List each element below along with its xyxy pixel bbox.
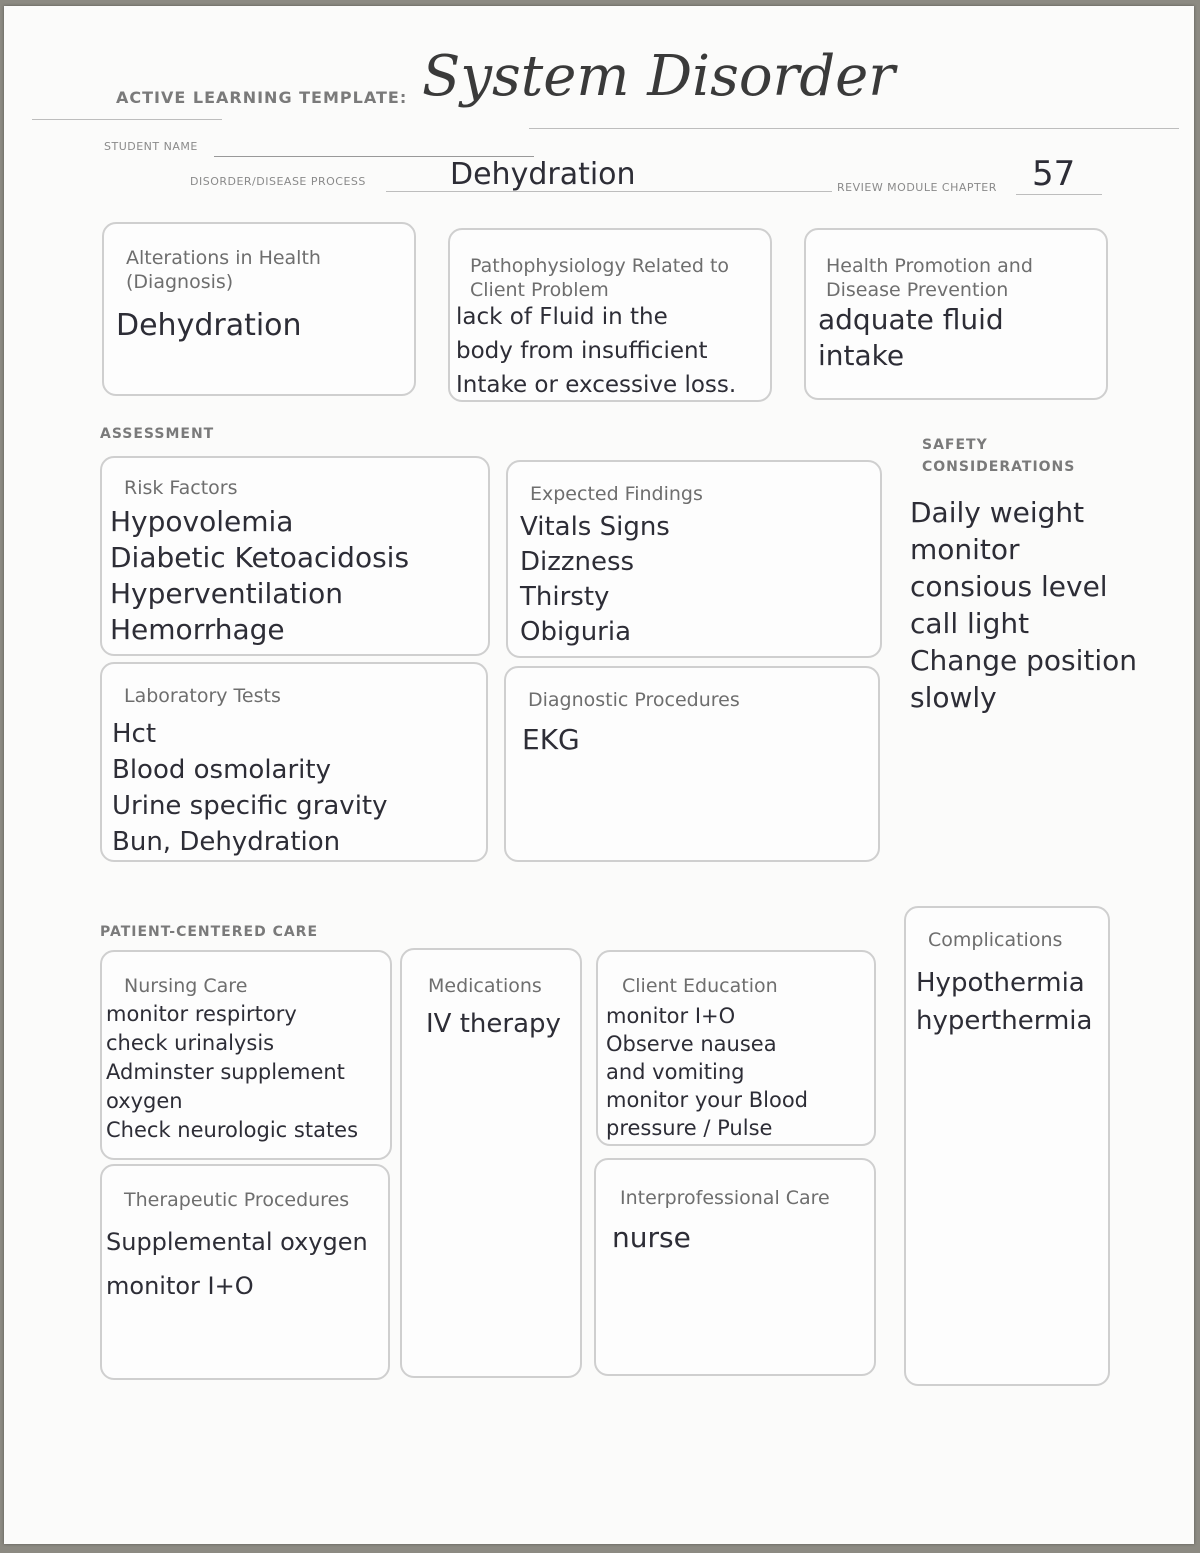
expected-findings-content [520,510,670,650]
handwritten-line: Change position [910,644,1138,677]
handwritten-line: Hemorrhage [110,613,285,646]
handwritten-line: IV therapy [426,1009,561,1039]
safety-label-line: SAFETY [922,437,988,453]
safety-label [922,434,1075,478]
handwritten-line: pressure / Pulse [606,1116,773,1140]
handwritten-line: Hypovolemia [110,505,294,538]
complications-content [916,964,1092,1040]
disorder-value: Dehydration [450,157,636,192]
safety-content [910,494,1137,716]
handwritten-line: monitor your Blood [606,1088,809,1112]
nursing-care-title: Nursing Care [124,975,248,997]
laboratory-tests-title: Laboratory Tests [124,685,281,707]
handwritten-line: body from insufficient [456,338,708,364]
handwritten-line: Hyperventilation [110,577,344,610]
review-chapter-label: REVIEW MODULE CHAPTER [837,181,997,194]
handwritten-line: call light [910,607,1030,640]
nursing-care-box [100,950,392,1160]
client-education-content [606,1002,808,1142]
handwritten-line: Bun, Dehydration [112,827,341,857]
handwritten-line: Thirsty [520,582,610,612]
disorder-label: DISORDER/DISEASE PROCESS [190,175,366,188]
alterations-title: Alterations in Health (Diagnosis) [126,247,321,293]
handwritten-line: Supplemental oxygen [106,1228,368,1256]
worksheet-page [4,6,1194,1544]
complications-box [904,906,1110,1386]
handwritten-line: Dizzness [520,547,635,577]
handwritten-line: check urinalysis [106,1031,275,1055]
alterations-box [102,222,416,396]
assessment-label: ASSESSMENT [100,426,215,442]
nursing-care-content [106,1000,358,1145]
template-label: ACTIVE LEARNING TEMPLATE: [116,88,408,107]
handwritten-line: EKG [522,723,580,756]
handwritten-line: Dehydration [116,308,302,343]
handwritten-line: Adminster supplement [106,1060,345,1084]
medications-content [426,1006,561,1042]
safety-label-line: CONSIDERATIONS [922,459,1076,475]
risk-factors-title: Risk Factors [124,477,238,499]
therapeutic-procedures-title: Therapeutic Procedures [124,1189,350,1211]
risk-factors-box [100,456,490,656]
laboratory-tests-box [100,662,488,862]
handwritten-line: lack of Fluid in the [456,304,668,330]
student-name-label: STUDENT NAME [104,140,198,153]
disorder-field-line [386,191,832,192]
complications-title: Complications [928,929,1063,951]
handwritten-line: monitor respirtory [106,1002,297,1026]
header-rule-left [32,119,222,120]
interprofessional-care-title: Interprofessional Care [620,1187,830,1209]
laboratory-tests-content [112,716,388,860]
handwritten-line: intake [818,339,905,372]
pathophysiology-box [448,228,772,402]
handwritten-line: and vomiting [606,1060,745,1084]
medications-title: Medications [428,975,542,997]
handwritten-line: consious level [910,570,1108,603]
handwritten-line: monitor I+O [106,1272,254,1300]
page-title: System Disorder [422,44,896,109]
handwritten-line: nurse [612,1221,691,1254]
pathophysiology-content [456,300,736,402]
handwritten-line: Urine specific gravity [112,791,388,821]
health-promotion-title: Health Promotion and Disease Prevention [826,255,1033,301]
client-education-box [596,950,876,1146]
patient-care-label: PATIENT-CENTERED CARE [100,924,319,940]
handwritten-line: monitor [910,533,1020,566]
handwritten-line: monitor I+O [606,1004,736,1028]
pathophysiology-title: Pathophysiology Related to Client Problem [470,255,730,301]
handwritten-line: hyperthermia [916,1006,1093,1036]
handwritten-line: Daily weight [910,496,1085,529]
header-rule-right [529,128,1179,129]
handwritten-line: Blood osmolarity [112,755,331,785]
therapeutic-procedures-content [106,1220,368,1308]
handwritten-line: Observe nausea [606,1032,777,1056]
medications-box [400,948,582,1378]
handwritten-line: oxygen [106,1089,183,1113]
handwritten-line: Check neurologic states [106,1118,359,1142]
review-chapter-field-line [1016,194,1102,195]
expected-findings-title: Expected Findings [530,483,703,505]
handwritten-line: Intake or excessive loss. [456,372,737,398]
review-chapter-value: 57 [1032,154,1076,194]
handwritten-line: Obiguria [520,617,632,647]
alterations-content [116,308,302,344]
client-education-title: Client Education [622,975,778,997]
diagnostic-procedures-title: Diagnostic Procedures [528,689,740,711]
handwritten-line: Hypothermia [916,968,1085,998]
handwritten-line: adquate fluid [818,303,1004,336]
interprofessional-care-content [612,1220,691,1256]
diagnostic-procedures-content [522,722,580,758]
therapeutic-procedures-box [100,1164,390,1380]
health-promotion-content [818,302,1004,374]
diagnostic-procedures-box [504,666,880,862]
handwritten-line: Vitals Signs [520,512,670,542]
health-promotion-box [804,228,1108,400]
handwritten-line: Hct [112,719,157,749]
risk-factors-content [110,504,409,648]
handwritten-line: Diabetic Ketoacidosis [110,541,410,574]
handwritten-line: slowly [910,681,997,714]
interprofessional-care-box [594,1158,876,1376]
expected-findings-box [506,460,882,658]
